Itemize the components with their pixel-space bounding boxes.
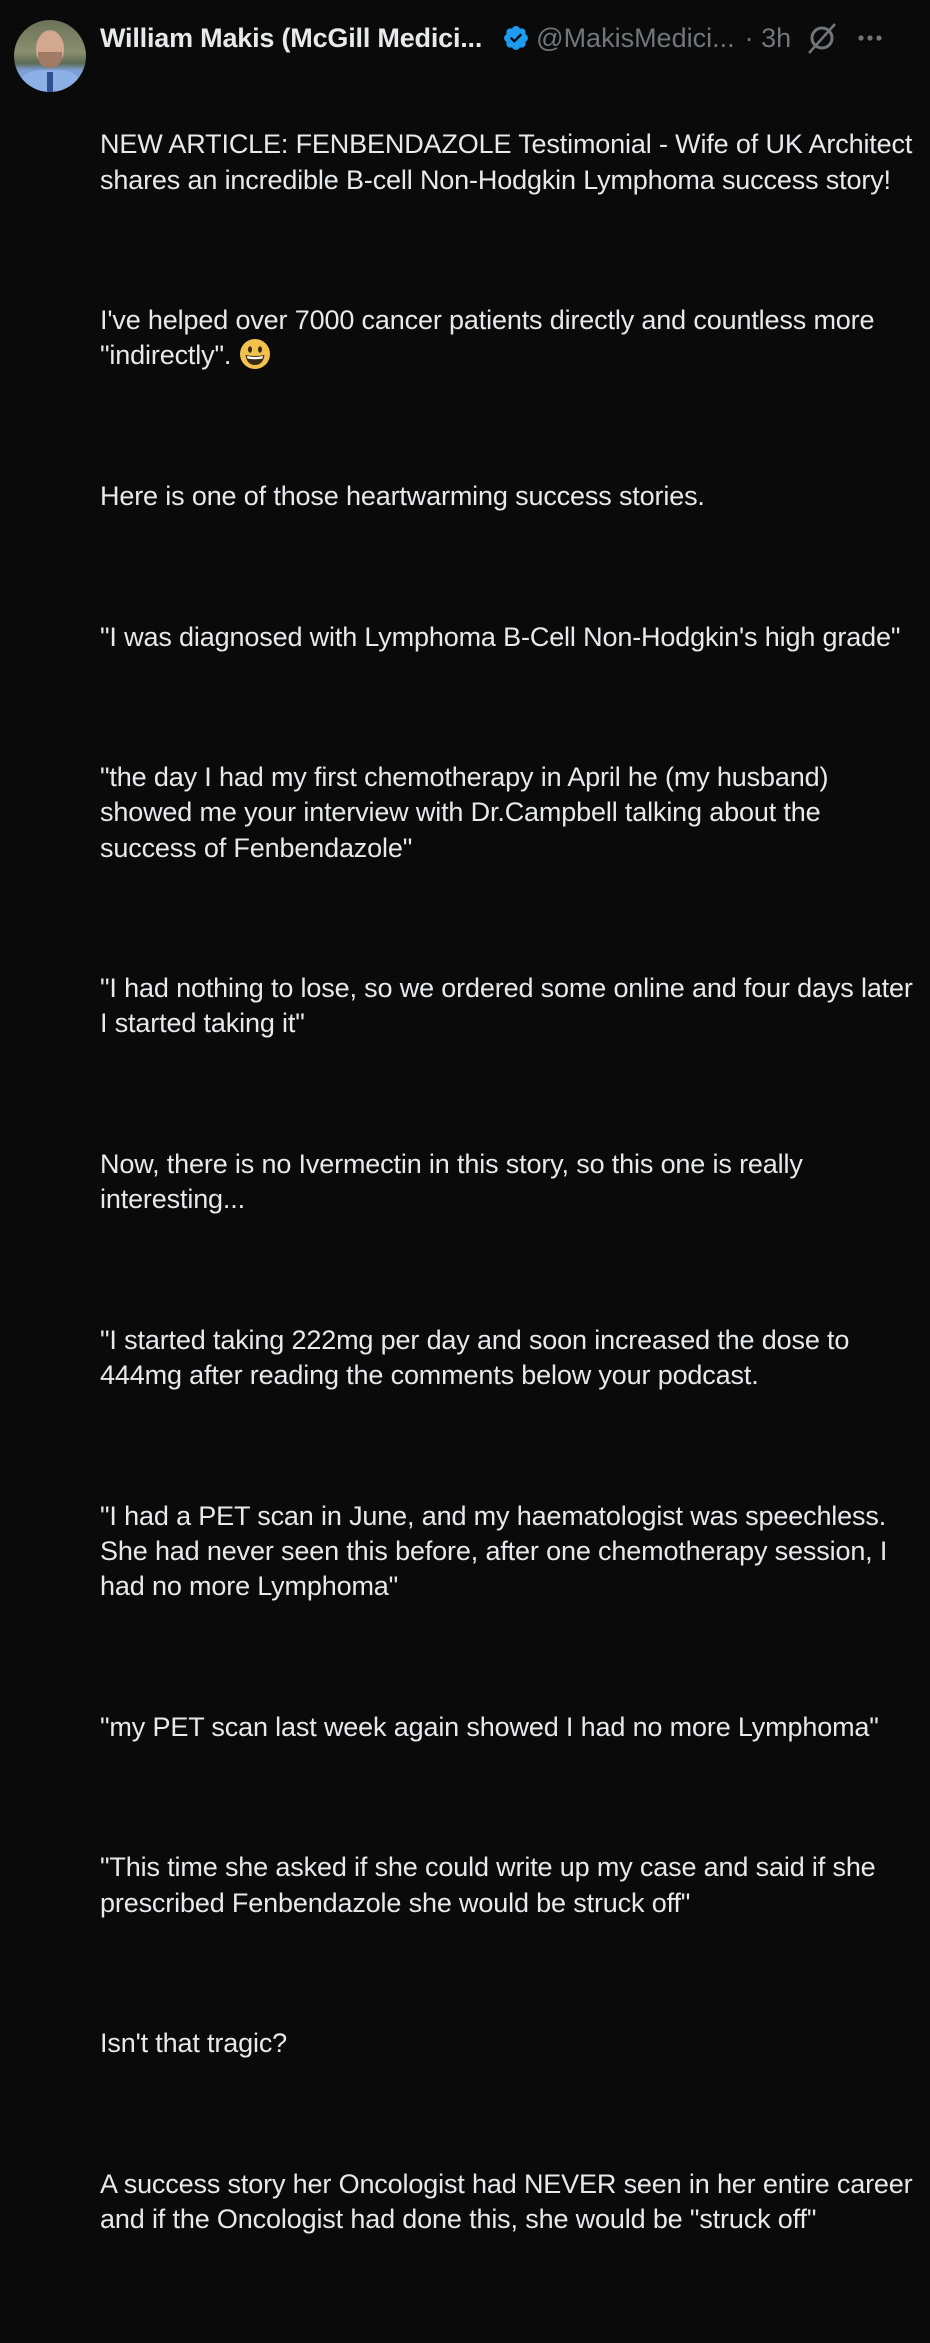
post-paragraph: "This time she asked if she could write up my case and said if she prescribed Fenbendazole she would be struck off" — [100, 1852, 883, 1918]
post-paragraph: "I had a PET scan in June, and my haematologist was speechless. She had never seen this before, after one chemotherapy session, I had no more Lymphoma" — [100, 1500, 895, 1602]
avatar-tie — [47, 72, 53, 92]
verified-badge-icon[interactable] — [502, 24, 530, 52]
post-content — [100, 20, 921, 2343]
avatar[interactable] — [14, 20, 86, 92]
post-body — [100, 57, 921, 2343]
post-timestamp[interactable]: · 3h — [744, 22, 792, 53]
avatar-beard — [38, 52, 62, 68]
post-paragraph: Now, there is no Ivermectin in this story, so this one is really interesting... — [100, 1149, 811, 1215]
post-paragraph-text: I've helped over 7000 cancer patients directly and countless more "indirectly". — [100, 305, 882, 371]
post-paragraph: "I had nothing to lose, so we ordered some online and four days later I started taking it" — [100, 973, 921, 1039]
grok-icon[interactable] — [805, 21, 839, 55]
post-paragraph-with-emoji — [100, 303, 914, 373]
post-paragraph: Isn't that tragic? — [100, 2028, 288, 2059]
post-paragraph: A success story her Oncologist had NEVER seen in her entire career and if the Oncologist had done this, she would be "struck off" — [100, 2168, 920, 2234]
post-paragraph: Here is one of those heartwarming success stories. — [100, 481, 705, 512]
post-paragraph: "my PET scan last week again showed I had no more Lymphoma" — [100, 1711, 879, 1742]
author-handle[interactable]: @MakisMedici... — [536, 22, 735, 53]
post-header — [100, 20, 914, 56]
post-paragraph: "I started taking 222mg per day and soon increased the dose to 444mg after reading the comments below your podcast. — [100, 1324, 857, 1391]
post-paragraph: NEW ARTICLE: FENBENDAZOLE Testimonial - Wife of UK Architect shares an incredible B-cell Non-Hodgkin Lymphoma success story! — [100, 129, 920, 195]
post-paragraph: "the day I had my first chemotherapy in April he (my husband) showed me your interview with Dr.Campbell talking about the success of Fenbendazole" — [100, 762, 836, 863]
more-options-icon[interactable] — [853, 21, 887, 55]
post-paragraph: "I was diagnosed with Lymphoma B-Cell Non-Hodgkin's high grade" — [100, 621, 901, 652]
author-display-name[interactable]: William Makis (McGill Medici... — [100, 22, 483, 53]
grinning-face-emoji-icon — [239, 338, 271, 370]
